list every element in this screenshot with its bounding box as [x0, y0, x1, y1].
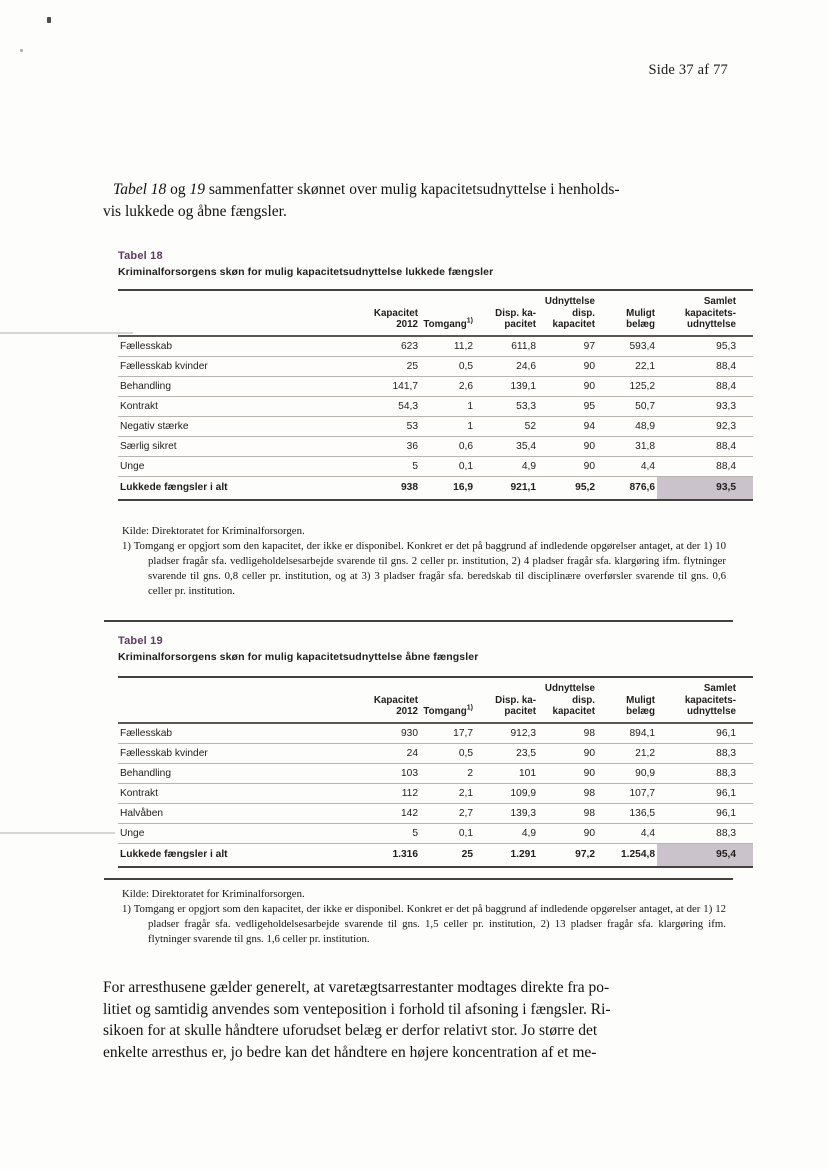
- row-label: Behandling: [118, 376, 344, 396]
- cell-value: 25: [344, 356, 420, 376]
- intro-table-ref-2: 19: [189, 181, 206, 198]
- cell-value: 142: [344, 803, 420, 823]
- table-row: [118, 356, 753, 376]
- cell-value: 22,1: [597, 356, 657, 376]
- intro-text: sammenfatter skønnet over mulig kapacitetsudnyttelse i henholds-: [205, 181, 620, 198]
- column-header: Muligt belæg: [597, 677, 657, 723]
- cell-value: 623: [344, 336, 420, 357]
- cell-value: 611,8: [475, 336, 538, 357]
- cell-value: 593,4: [597, 336, 657, 357]
- table-18-source: Kilde: Direktoratet for Kriminalforsorgen.: [122, 525, 305, 537]
- cell-value: 0,6: [420, 436, 475, 456]
- table-19-source: Kilde: Direktoratet for Kriminalforsorgen.: [122, 888, 305, 900]
- cell-value: 88,4: [657, 376, 753, 396]
- cell-value: 88,3: [657, 763, 753, 783]
- cell-value: 48,9: [597, 416, 657, 436]
- body-paragraph: For arresthusene gælder generelt, at varetægtsarrestanter modtages direkte fra po- litiet og samtidig anvendes som venteposition i forhold til afsoning i fængsler. Ri- sikoen for at skulle håndtere uforudset belæg er derfor relativt stor. Jo større det enkelte arresthus er, jo bedre kan det håndtere en højere koncentration af et me-: [103, 979, 611, 1061]
- table-row: [118, 763, 753, 783]
- cell-value: 2,6: [420, 376, 475, 396]
- cell-value: 21,2: [597, 743, 657, 763]
- column-header: Udnyttelse disp. kapacitet: [538, 677, 597, 723]
- cell-value: 90: [538, 763, 597, 783]
- table-19-footnote: 1) Tomgang er opgjort som den kapacitet, der ikke er disponibel. Konkret er det på baggrund af indledende opgørelser antaget, at der 1) 12 pladser fragår sfa. vedligeholdelsesarbejde svarende til gns. 1,5 celler pr. institution, 2) 13 pladser fragår sfa. klargøring ifm. flytninger svarende til gns. 1,6 celler pr. institution.: [122, 903, 726, 945]
- row-label: Kontrakt: [118, 396, 344, 416]
- cell-value: 90: [538, 743, 597, 763]
- section-divider: [104, 878, 733, 880]
- cell-value: 139,3: [475, 803, 538, 823]
- intro-table-ref-1: Tabel 18: [113, 181, 167, 198]
- cell-value: 50,7: [597, 396, 657, 416]
- section-divider: [104, 620, 733, 622]
- cell-value: 98: [538, 803, 597, 823]
- cell-value: 141,7: [344, 376, 420, 396]
- cell-value: 4,9: [475, 823, 538, 843]
- column-header: Kapacitet 2012: [344, 290, 420, 336]
- table-row: [118, 376, 753, 396]
- row-label: Fællesskab kvinder: [118, 356, 344, 376]
- table-row: [118, 723, 753, 744]
- table-row: [118, 416, 753, 436]
- column-header: Tomgang$^{1)}$: [420, 677, 475, 723]
- cell-value: 98: [538, 723, 597, 744]
- cell-value: 0,5: [420, 356, 475, 376]
- table-header-row: [118, 290, 753, 336]
- total-row-label: Lukkede fængsler i alt: [118, 843, 344, 867]
- table-18: [118, 289, 753, 501]
- cell-value: 95,3: [657, 336, 753, 357]
- row-label: Særlig sikret: [118, 436, 344, 456]
- total-cell-value: 16,9: [420, 476, 475, 500]
- cell-value: 1: [420, 396, 475, 416]
- cell-value: 95: [538, 396, 597, 416]
- cell-value: 136,5: [597, 803, 657, 823]
- column-header: Disp. ka- pacitet: [475, 677, 538, 723]
- total-cell-value: 876,6: [597, 476, 657, 500]
- table-row: [118, 456, 753, 476]
- table-19-notes: [122, 887, 726, 947]
- table-row: [118, 336, 753, 357]
- cell-value: 912,3: [475, 723, 538, 744]
- cell-value: 2: [420, 763, 475, 783]
- cell-value: 88,4: [657, 436, 753, 456]
- cell-value: 930: [344, 723, 420, 744]
- row-label: Halvåben: [118, 803, 344, 823]
- table-19-title: Tabel 19: [118, 635, 163, 647]
- table-row: [118, 743, 753, 763]
- cell-value: 5: [344, 823, 420, 843]
- page-number: Side 37 af 77: [648, 62, 728, 78]
- column-header: Samlet kapacitets- udnyttelse: [657, 677, 753, 723]
- total-highlight-cell: 93,5: [657, 476, 753, 500]
- table-19: [118, 676, 753, 868]
- cell-value: 88,3: [657, 743, 753, 763]
- footnote-marker: 1): [466, 317, 473, 325]
- table-row: [118, 783, 753, 803]
- cell-value: 107,7: [597, 783, 657, 803]
- table-18-subtitle: Kriminalforsorgens skøn for mulig kapacitetsudnyttelse lukkede fængsler: [118, 266, 494, 278]
- cell-value: 139,1: [475, 376, 538, 396]
- row-label: Fællesskab: [118, 336, 344, 357]
- cell-value: 109,9: [475, 783, 538, 803]
- cell-value: 94: [538, 416, 597, 436]
- cell-value: 52: [475, 416, 538, 436]
- total-cell-value: 25: [420, 843, 475, 867]
- cell-value: 17,7: [420, 723, 475, 744]
- cell-value: 31,8: [597, 436, 657, 456]
- row-label: Behandling: [118, 763, 344, 783]
- cell-value: 90,9: [597, 763, 657, 783]
- total-cell-value: 938: [344, 476, 420, 500]
- table-row: [118, 803, 753, 823]
- table-18-title: Tabel 18: [118, 250, 163, 262]
- cell-value: 96,1: [657, 783, 753, 803]
- cell-value: 90: [538, 456, 597, 476]
- scan-artifact-line: [0, 832, 115, 834]
- total-row-label: Lukkede fængsler i alt: [118, 476, 344, 500]
- cell-value: 88,3: [657, 823, 753, 843]
- row-label: Unge: [118, 456, 344, 476]
- column-header: Disp. ka- pacitet: [475, 290, 538, 336]
- cell-value: 36: [344, 436, 420, 456]
- column-header: Samlet kapacitets- udnyttelse: [657, 290, 753, 336]
- row-label-header: [118, 290, 344, 336]
- cell-value: 93,3: [657, 396, 753, 416]
- cell-value: 23,5: [475, 743, 538, 763]
- total-cell-value: 1.316: [344, 843, 420, 867]
- scan-speck: [20, 49, 23, 52]
- cell-value: 4,4: [597, 823, 657, 843]
- cell-value: 125,2: [597, 376, 657, 396]
- column-header: Udnyttelse disp. kapacitet: [538, 290, 597, 336]
- cell-value: 88,4: [657, 456, 753, 476]
- row-label: Unge: [118, 823, 344, 843]
- cell-value: 0,1: [420, 823, 475, 843]
- cell-value: 90: [538, 436, 597, 456]
- cell-value: 1: [420, 416, 475, 436]
- cell-value: 894,1: [597, 723, 657, 744]
- row-label: Fællesskab kvinder: [118, 743, 344, 763]
- total-cell-value: 97,2: [538, 843, 597, 867]
- table-row: [118, 823, 753, 843]
- table-18-notes: [122, 524, 726, 599]
- table-header-row: [118, 677, 753, 723]
- table-row: [118, 396, 753, 416]
- cell-value: 90: [538, 823, 597, 843]
- cell-value: 97: [538, 336, 597, 357]
- intro-text: og: [166, 181, 190, 198]
- table-row: [118, 436, 753, 456]
- cell-value: 2,7: [420, 803, 475, 823]
- row-label: Negativ stærke: [118, 416, 344, 436]
- scan-speck: [47, 17, 51, 23]
- cell-value: 53,3: [475, 396, 538, 416]
- cell-value: 88,4: [657, 356, 753, 376]
- cell-value: 0,1: [420, 456, 475, 476]
- column-header: Kapacitet 2012: [344, 677, 420, 723]
- row-label-header: [118, 677, 344, 723]
- cell-value: 24: [344, 743, 420, 763]
- scan-artifact-line: [0, 332, 133, 334]
- cell-value: 0,5: [420, 743, 475, 763]
- total-highlight-cell: 95,4: [657, 843, 753, 867]
- row-label: Fællesskab: [118, 723, 344, 744]
- cell-value: 98: [538, 783, 597, 803]
- cell-value: 4,9: [475, 456, 538, 476]
- total-row: [118, 476, 753, 500]
- cell-value: 11,2: [420, 336, 475, 357]
- cell-value: 96,1: [657, 803, 753, 823]
- column-header: Tomgang$^{1)}$: [420, 290, 475, 336]
- cell-value: 92,3: [657, 416, 753, 436]
- intro-text: vis lukkede og åbne fængsler.: [103, 202, 287, 220]
- total-cell-value: 1.254,8: [597, 843, 657, 867]
- table-19-subtitle: Kriminalforsorgens skøn for mulig kapacitetsudnyttelse åbne fængsler: [118, 651, 479, 663]
- cell-value: 5: [344, 456, 420, 476]
- cell-value: 90: [538, 356, 597, 376]
- row-label: Kontrakt: [118, 783, 344, 803]
- cell-value: 24,6: [475, 356, 538, 376]
- cell-value: 2,1: [420, 783, 475, 803]
- intro-paragraph: [103, 179, 735, 222]
- column-header: Muligt belæg: [597, 290, 657, 336]
- cell-value: 54,3: [344, 396, 420, 416]
- total-row: [118, 843, 753, 867]
- cell-value: 4,4: [597, 456, 657, 476]
- cell-value: 101: [475, 763, 538, 783]
- total-cell-value: 1.291: [475, 843, 538, 867]
- cell-value: 35,4: [475, 436, 538, 456]
- total-cell-value: 921,1: [475, 476, 538, 500]
- total-cell-value: 95,2: [538, 476, 597, 500]
- table-18-footnote: 1) Tomgang er opgjort som den kapacitet, der ikke er disponibel. Konkret er det på baggrund af indledende opgørelser antaget, at der 1) 10 pladser fragår sfa. vedligeholdelsesarbejde svarende til gns. 2 celler pr. institution, 2) 4 pladser fragår sfa. klargøring ifm. flytninger svarende til gns. 0,8 celler pr. institution, og at 3) 3 pladser fragår sfa. beredskab til disciplinære overførsler svarende til gns. 0,6 celler pr. institution.: [122, 540, 726, 597]
- cell-value: 96,1: [657, 723, 753, 744]
- cell-value: 103: [344, 763, 420, 783]
- footnote-marker: 1): [466, 704, 473, 712]
- cell-value: 53: [344, 416, 420, 436]
- cell-value: 112: [344, 783, 420, 803]
- cell-value: 90: [538, 376, 597, 396]
